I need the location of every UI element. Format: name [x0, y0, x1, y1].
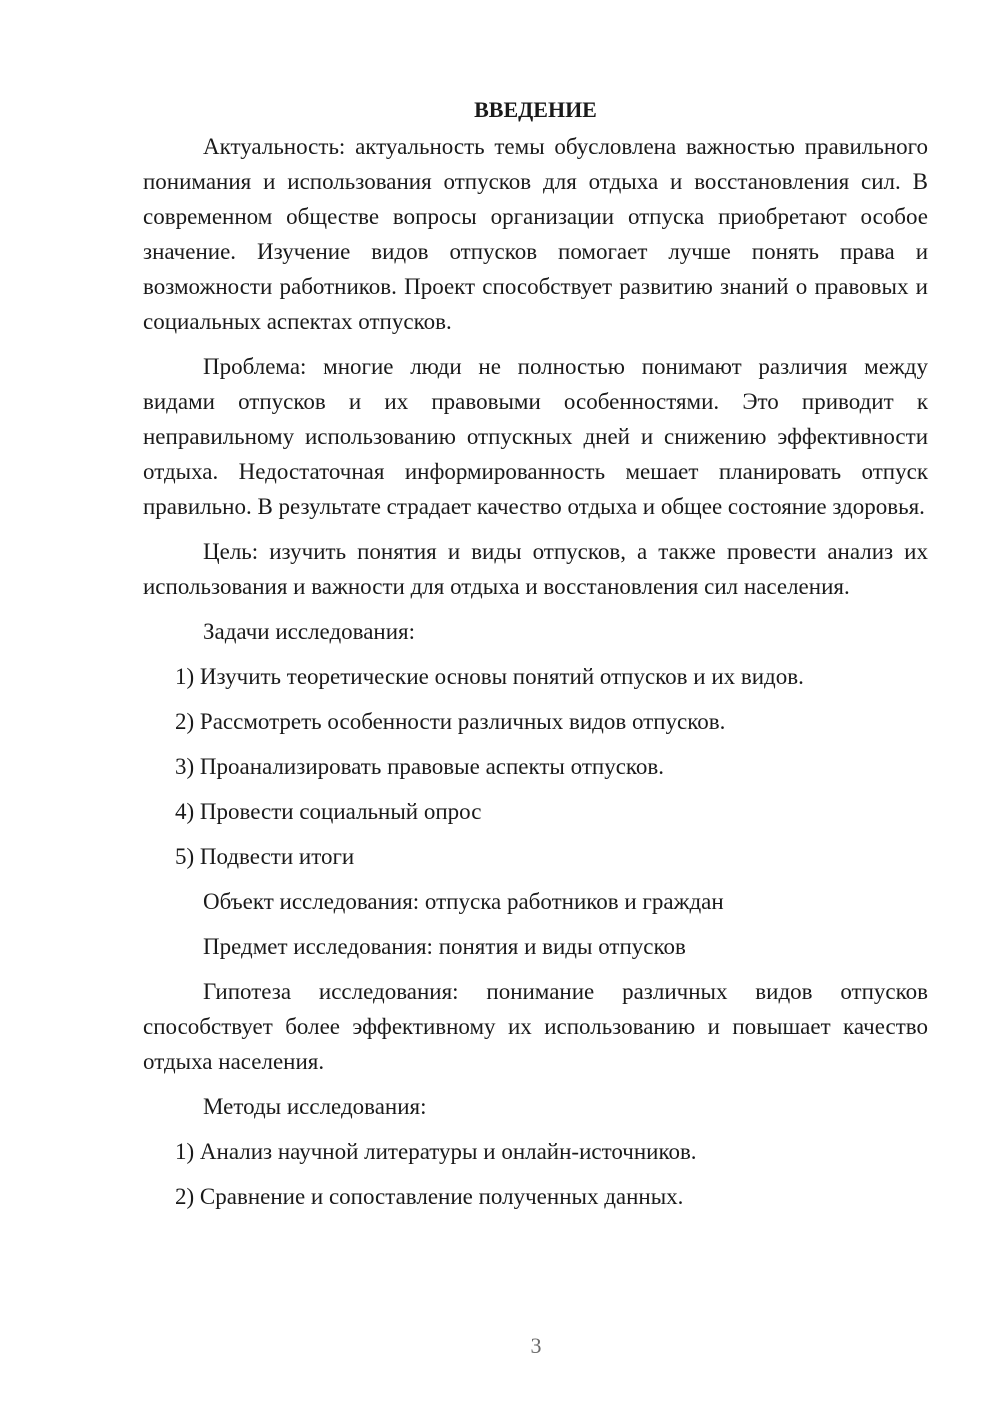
- task-item-1: 1) Изучить теоретические основы понятий отпусков и их видов.: [175, 664, 804, 689]
- page-body: [143, 92, 928, 1224]
- page-number: 3: [530, 1333, 542, 1358]
- research-object: Объект исследования: отпуска работников и граждан: [203, 889, 724, 914]
- method-item-1: 1) Анализ научной литературы и онлайн-источников.: [175, 1139, 697, 1164]
- tasks-heading: Задачи исследования:: [203, 619, 416, 644]
- task-item-3: 3) Проанализировать правовые аспекты отпусков.: [175, 754, 665, 779]
- task-item-2: 2) Рассмотреть особенности различных видов отпусков.: [175, 709, 726, 734]
- task-item-4: 4) Провести социальный опрос: [175, 799, 482, 824]
- methods-heading: Методы исследования:: [203, 1094, 427, 1119]
- research-subject: Предмет исследования: понятия и виды отпусков: [203, 934, 686, 959]
- task-item-5: 5) Подвести итоги: [175, 844, 355, 869]
- page-title: ВВЕДЕНИЕ: [474, 97, 597, 122]
- method-item-2: 2) Сравнение и сопоставление полученных данных.: [175, 1184, 684, 1209]
- relevance-paragraph: Актуальность: актуальность темы обусловлена важностью правильного понимания и использования отпусков для отдыха и восстановления сил. В современном обществе вопросы организации отпуска приобретают особое значение. Изучение видов отпусков помогает лучше понять права и возможности работников. Проект способствует развитию знаний о правовых и социальных аспектах отпусков.: [143, 134, 928, 334]
- hypothesis-paragraph: Гипотеза исследования: понимание различных видов отпусков способствует более эффективному их использованию и повышает качество отдыха населения.: [143, 979, 928, 1074]
- problem-paragraph: Проблема: многие люди не полностью понимают различия между видами отпусков и их правовыми особенностями. Это приводит к неправильному использованию отпускных дней и снижению эффективности отдыха. Недостаточная информированность мешает планировать отпуск правильно. В результате страдает качество отдыха и общее состояние здоровья.: [143, 354, 928, 519]
- goal-paragraph: Цель: изучить понятия и виды отпусков, а также провести анализ их использования и важности для отдыха и восстановления сил населения.: [143, 539, 928, 599]
